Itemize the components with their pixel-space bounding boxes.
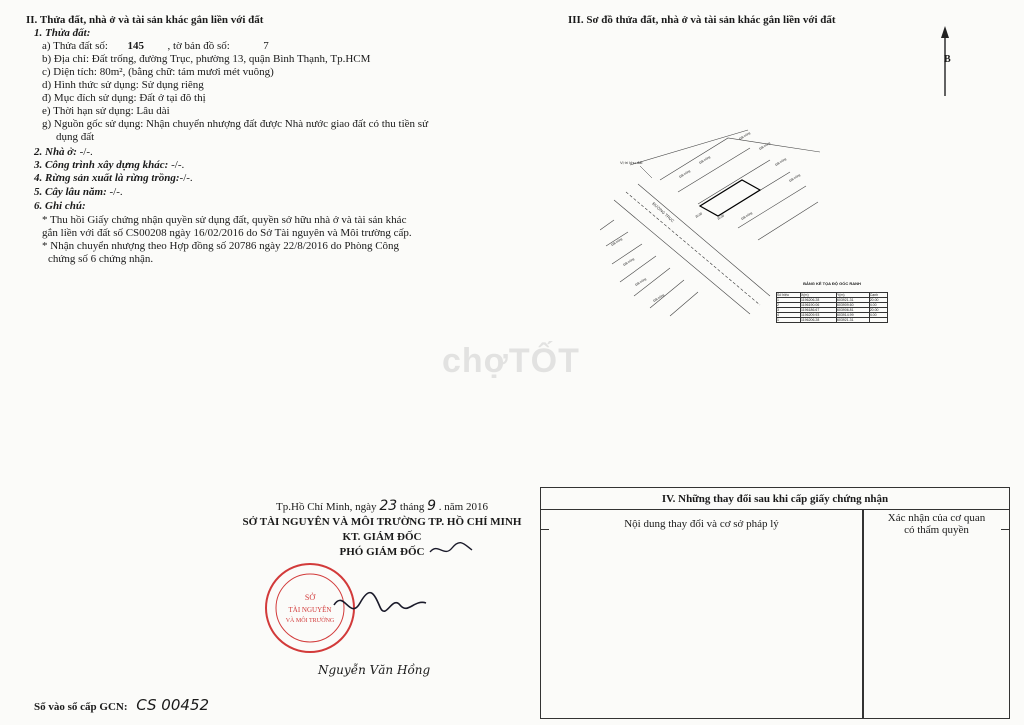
table-row: 3 1196186.67 603906.81 20.00	[777, 308, 888, 313]
svg-text:Đất trống: Đất trống	[634, 276, 647, 287]
svg-text:Đất trống: Đất trống	[788, 172, 801, 183]
svg-text:Đất trống: Đất trống	[652, 292, 665, 303]
plot-number-row	[42, 40, 269, 52]
initial-mark-icon	[428, 538, 474, 562]
svg-text:Đất trống: Đất trống	[758, 140, 771, 151]
svg-text:Đất trống: Đất trống	[774, 156, 787, 167]
section-iii-title: III. Sơ đồ thửa đất, nhà ở và tài sản khác gắn liền với đất	[568, 14, 836, 26]
location-label: Vị trí khu đất	[620, 160, 643, 165]
usage-term-row: e) Thời hạn sử dụng: Lâu dài	[42, 105, 170, 117]
kt-director: KT. GIÁM ĐỐC	[342, 531, 422, 543]
table-row: 2 1196190.06 603909.60 4.00	[777, 303, 888, 308]
table-row: 1 1196206.28 603921.31	[777, 318, 888, 323]
deputy-director: PHÓ GIÁM ĐỐC	[339, 546, 425, 558]
north-label: B	[944, 54, 951, 65]
map-sheet-value: 7	[263, 40, 269, 52]
svg-text:TÀI NGUYÊN: TÀI NGUYÊN	[288, 606, 332, 614]
svg-text:VÀ MÔI TRƯỜNG: VÀ MÔI TRƯỜNG	[285, 618, 335, 624]
date-month: 9	[427, 498, 437, 514]
table-row: 1 1196206.28 603921.31 20.00	[777, 298, 888, 303]
coordinate-table	[776, 281, 888, 323]
plot-number-value: 145	[127, 40, 144, 52]
changes-table-title: IV. Những thay đổi sau khi cấp giấy chứng nhận	[541, 488, 1009, 510]
address-row: b) Địa chỉ: Đất trống, đường Trục, phường 13, quận Bình Thạnh, Tp.HCM	[42, 53, 371, 65]
date-day: 23	[379, 498, 398, 514]
coordinate-table-title: BẢNG KÊ TỌA ĐỘ GÓC RANH	[803, 281, 861, 286]
handwritten-signature-icon	[330, 585, 440, 625]
notes-heading: 6. Ghi chú:	[34, 200, 86, 212]
perennial-row: 5. Cây lâu năm: -/-.	[34, 186, 123, 198]
map-sheet-label: , tờ bản đồ số:	[167, 40, 230, 52]
signer-name: Nguyễn Văn Hồng	[318, 663, 431, 677]
origin-row-cont: dụng đất	[56, 131, 95, 143]
other-construction-row: 3. Công trình xây dựng khác: -/-.	[34, 159, 185, 171]
agency-name: SỞ TÀI NGUYÊN VÀ MÔI TRƯỜNG TP. HỒ CHÍ MINH	[242, 516, 522, 528]
svg-text:Đất trống: Đất trống	[622, 256, 635, 267]
changes-content-column: Nội dung thay đổi và cơ sở pháp lý	[541, 510, 863, 718]
forest-row: 4. Rừng sản xuất là rừng trồng:-/-.	[34, 172, 193, 184]
svg-text:Đất trống: Đất trống	[610, 236, 623, 247]
svg-text:Đất trống: Đất trống	[740, 210, 753, 221]
gcn-register-row	[34, 696, 209, 714]
place-date: Tp.Hồ Chí Minh, ngày 23 tháng 9 . năm 2016	[276, 498, 488, 514]
section-ii-title: II. Thửa đất, nhà ở và tài sản khác gắn liền với đất	[26, 14, 264, 26]
table-row: 4 1196209.93 603914.99 4.00	[777, 313, 888, 318]
coordinate-grid: Số hiệu X(m) Y(m) Cạnh 1 1196206.28 603921.31 20.00 2 1196190.06 603909.60 4.00 3 1196186.67 603906.81 20.00 4 1196209.93 603914.99 4.00 1 1196206.28 603921.31	[776, 292, 888, 323]
authority-confirmation-column: Xác nhận của cơ quan có thẩm quyền	[863, 510, 1009, 718]
subject-parcel	[700, 180, 760, 216]
note-1-line-2: gắn liền với đất số CS00208 ngày 16/02/2016 do Sở Tài nguyên và Môi trường cấp.	[42, 227, 412, 239]
note-2-line-1: * Nhận chuyển nhượng theo Hợp đồng số 20786 ngày 22/8/2016 do Phòng Công	[42, 240, 400, 252]
land-plot-heading: 1. Thửa đất:	[34, 27, 91, 39]
street-label: ĐƯỜNG TRỤC	[651, 201, 676, 224]
svg-text:Đất trống: Đất trống	[698, 154, 711, 165]
svg-text:20.00: 20.00	[716, 213, 725, 221]
gcn-register-label: Số vào sổ cấp GCN:	[34, 701, 128, 713]
area-row: c) Diện tích: 80m², (bằng chữ: tám mươi mét vuông)	[42, 66, 274, 78]
note-1-line-1: * Thu hồi Giấy chứng nhận quyền sử dụng đất, quyền sở hữu nhà ở và tài sản khác	[42, 214, 407, 226]
note-2-line-2: chứng số 6 chứng nhận.	[48, 253, 154, 265]
usage-purpose-row: đ) Mục đích sử dụng: Đất ở tại đô thị	[42, 92, 206, 104]
svg-text:Đất trống: Đất trống	[678, 168, 691, 179]
house-row: 2. Nhà ở: -/-.	[34, 146, 93, 158]
signature-block	[222, 499, 542, 560]
watermark-logo: chợTỐT	[442, 342, 580, 380]
svg-text:SỞ: SỞ	[304, 593, 316, 602]
svg-text:20.00: 20.00	[694, 211, 703, 219]
changes-table	[540, 487, 1010, 719]
gcn-register-value: CS 00452	[136, 696, 210, 714]
usage-form-row: d) Hình thức sử dụng: Sử dụng riêng	[42, 79, 204, 91]
plot-number-label: a) Thửa đất số:	[42, 40, 108, 52]
origin-row: g) Nguồn gốc sử dụng: Nhận chuyển nhượng đất được Nhà nước giao đất có thu tiền sử	[42, 118, 429, 130]
svg-text:Đất trống: Đất trống	[738, 130, 751, 141]
